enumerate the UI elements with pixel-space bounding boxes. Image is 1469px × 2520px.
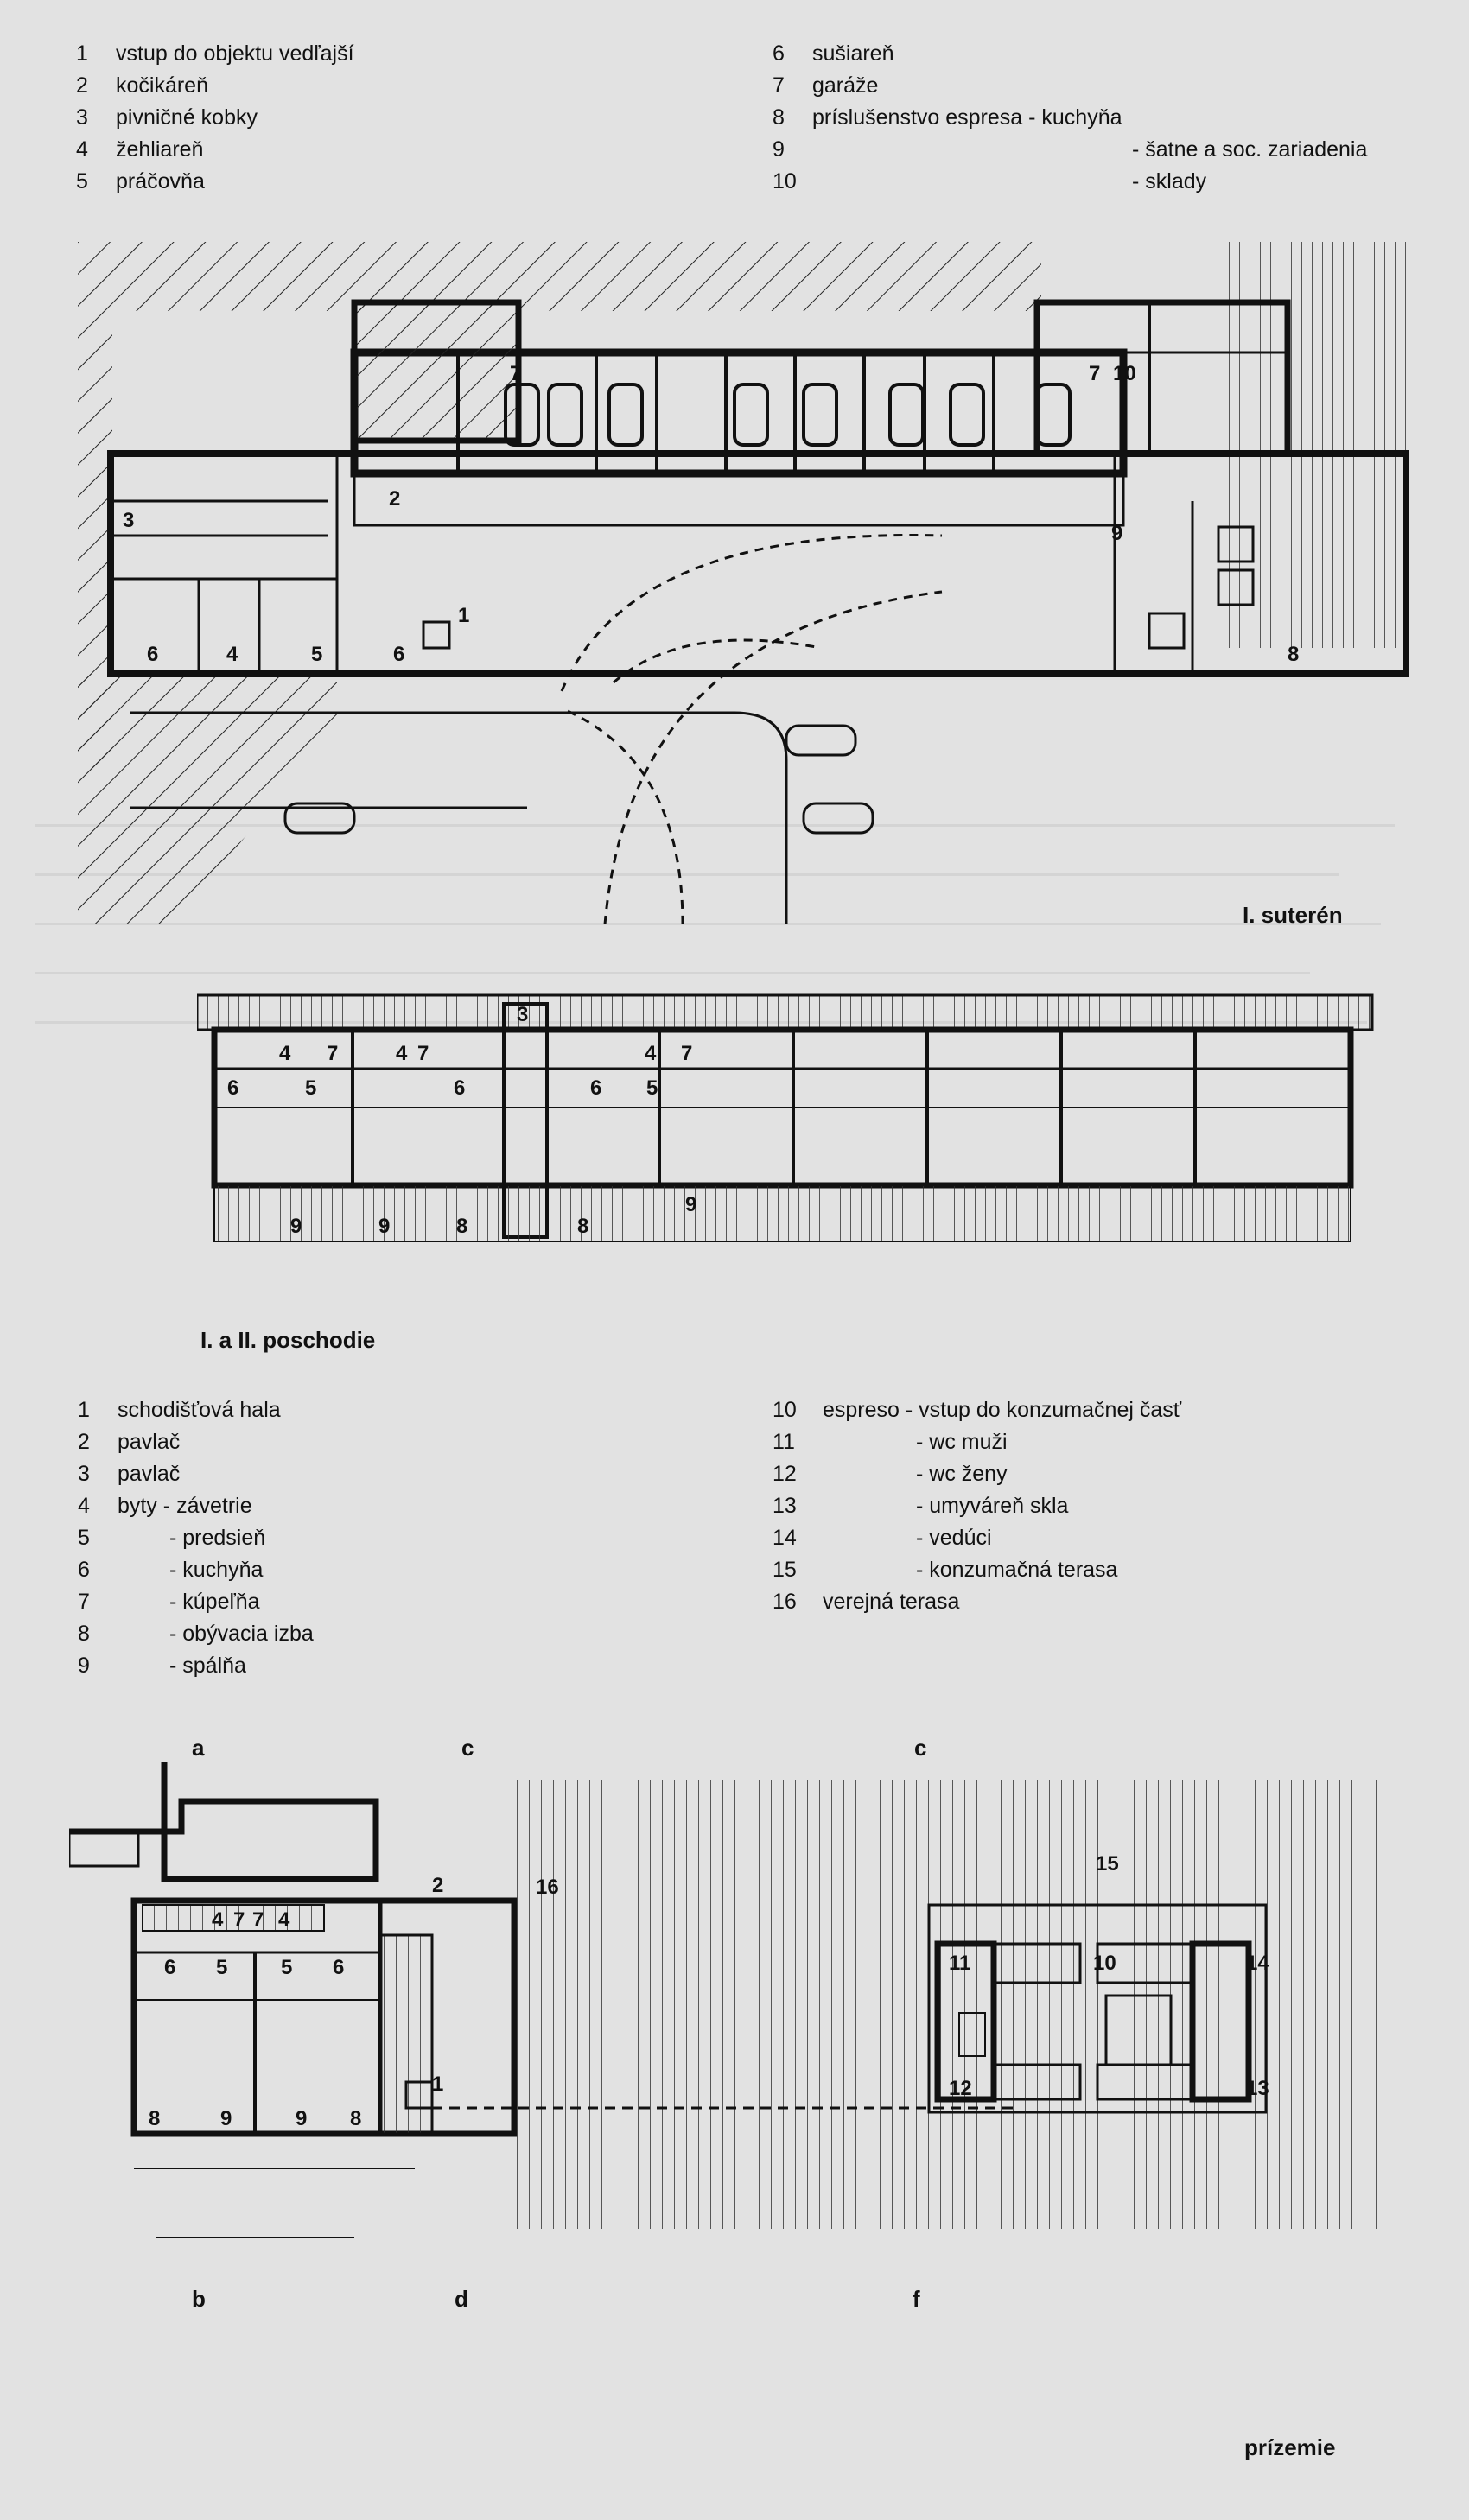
legend-row bbox=[773, 1426, 1181, 1458]
legend-row bbox=[773, 1522, 1181, 1554]
legend-number: 5 bbox=[78, 1526, 90, 1550]
upper-floors-caption: I. a II. poschodie bbox=[200, 1327, 376, 1353]
legend-number: 8 bbox=[773, 105, 785, 130]
legend-row bbox=[773, 1586, 1181, 1618]
legend-number: 9 bbox=[78, 1654, 90, 1678]
legend-row bbox=[773, 1458, 1181, 1490]
legend-row bbox=[78, 1522, 314, 1554]
legend-text: - sklady bbox=[1132, 169, 1207, 194]
legend-number: 7 bbox=[773, 73, 785, 98]
room-label: 4 bbox=[226, 643, 238, 666]
legend-row bbox=[78, 1394, 314, 1426]
legend-text: kočikáreň bbox=[116, 73, 208, 98]
legend-row bbox=[773, 70, 1367, 102]
legend-number: 2 bbox=[76, 73, 88, 98]
legend-row bbox=[773, 1394, 1181, 1426]
room-label: 3 bbox=[517, 1003, 529, 1026]
legend-number: 10 bbox=[773, 169, 797, 194]
legend-row bbox=[773, 38, 1367, 70]
room-label: 2 bbox=[389, 487, 401, 511]
legend-number: 6 bbox=[773, 41, 785, 66]
hatched-earth bbox=[78, 242, 1041, 924]
legend-row bbox=[78, 1650, 314, 1682]
legend-text: pavlač bbox=[118, 1430, 181, 1454]
legend-text: žehliareň bbox=[116, 137, 204, 162]
legend-number: 11 bbox=[773, 1430, 795, 1454]
legend-row bbox=[773, 134, 1367, 166]
room-label: 15 bbox=[1096, 1852, 1119, 1876]
legend-row bbox=[78, 1458, 314, 1490]
legend-text: - wc muži bbox=[916, 1430, 1008, 1454]
room-label: 5 bbox=[646, 1076, 658, 1100]
legend-row bbox=[76, 102, 354, 134]
legend-number: 12 bbox=[773, 1462, 797, 1486]
legend-number: 16 bbox=[773, 1590, 797, 1614]
section-mark-f: f bbox=[913, 2286, 920, 2312]
room-label: 10 bbox=[1093, 1952, 1116, 1975]
room-label: 6 bbox=[333, 1956, 345, 1979]
legend-number: 9 bbox=[773, 137, 785, 162]
legend-text: - umyváreň skla bbox=[916, 1494, 1069, 1518]
room-label: 6 bbox=[227, 1076, 239, 1100]
room-label: 4 bbox=[278, 1908, 290, 1932]
legend-text: - konzumačná terasa bbox=[916, 1558, 1118, 1582]
room-label: 5 bbox=[281, 1956, 293, 1979]
room-label: 7 bbox=[417, 1042, 429, 1065]
room-label: 7 bbox=[1089, 362, 1101, 385]
legend-row bbox=[76, 70, 354, 102]
room-label: 9 bbox=[1111, 522, 1123, 545]
legend-row bbox=[78, 1554, 314, 1586]
section-mark-c: c bbox=[461, 1735, 474, 1761]
floors-legend-right bbox=[773, 1394, 1181, 1618]
legend-text: verejná terasa bbox=[823, 1590, 960, 1614]
legend-row bbox=[773, 1554, 1181, 1586]
basement-legend-right bbox=[773, 38, 1367, 198]
room-label: 7 bbox=[233, 1908, 245, 1932]
room-label: 8 bbox=[456, 1215, 468, 1238]
legend-text: - šatne a soc. zariadenia bbox=[1132, 137, 1368, 162]
basement-caption: I. suterén bbox=[1243, 902, 1343, 928]
room-label: 2 bbox=[432, 1874, 444, 1897]
legend-number: 4 bbox=[76, 137, 88, 162]
room-label: 9 bbox=[685, 1193, 697, 1216]
room-label: 6 bbox=[454, 1076, 466, 1100]
room-label: 11 bbox=[949, 1952, 971, 1975]
legend-text: - kuchyňa bbox=[169, 1558, 264, 1582]
legend-number: 13 bbox=[773, 1494, 797, 1518]
room-label: 9 bbox=[220, 2107, 232, 2130]
section-mark-c: c bbox=[914, 1735, 927, 1761]
legend-text: espreso - vstup do konzumačnej časť bbox=[823, 1398, 1182, 1422]
room-label: 3 bbox=[123, 509, 135, 532]
legend-text: práčovňa bbox=[116, 169, 205, 194]
legend-text: - spálňa bbox=[169, 1654, 246, 1678]
legend-number: 6 bbox=[78, 1558, 90, 1582]
upper-floors-plan bbox=[197, 987, 1381, 1254]
room-label: 7 bbox=[510, 362, 522, 385]
section-mark-b: b bbox=[192, 2286, 206, 2312]
room-label: 6 bbox=[393, 643, 405, 666]
legend-number: 5 bbox=[76, 169, 88, 194]
room-label: 16 bbox=[536, 1876, 559, 1899]
ground-floor-caption: prízemie bbox=[1244, 2434, 1336, 2460]
room-label: 13 bbox=[1246, 2077, 1269, 2100]
room-label: 7 bbox=[327, 1042, 339, 1065]
legend-text: garáže bbox=[812, 73, 879, 98]
room-label: 7 bbox=[252, 1908, 264, 1932]
basement-legend-left bbox=[76, 38, 354, 198]
room-label: 8 bbox=[149, 2107, 161, 2130]
room-label: 7 bbox=[681, 1042, 693, 1065]
room-label: 4 bbox=[212, 1908, 224, 1932]
room-label: 6 bbox=[164, 1956, 176, 1979]
room-label: 6 bbox=[590, 1076, 602, 1100]
room-label: 14 bbox=[1246, 1952, 1269, 1975]
legend-number: 3 bbox=[76, 105, 88, 130]
legend-text: - wc ženy bbox=[916, 1462, 1008, 1486]
legend-number: 1 bbox=[78, 1398, 90, 1422]
legend-number: 3 bbox=[78, 1462, 90, 1486]
legend-number: 1 bbox=[76, 41, 88, 66]
room-label: 9 bbox=[378, 1215, 391, 1238]
legend-text: vstup do objektu vedľajší bbox=[116, 41, 354, 66]
section-mark-d: d bbox=[455, 2286, 468, 2312]
room-label: 4 bbox=[645, 1042, 657, 1065]
legend-row bbox=[773, 102, 1367, 134]
legend-number: 14 bbox=[773, 1526, 797, 1550]
legend-row bbox=[76, 38, 354, 70]
building-outline bbox=[111, 302, 1407, 674]
room-label: 5 bbox=[305, 1076, 317, 1100]
legend-text: - obývacia izba bbox=[169, 1622, 314, 1646]
legend-row bbox=[76, 166, 354, 198]
legend-row bbox=[76, 134, 354, 166]
section-mark-a: a bbox=[192, 1735, 205, 1761]
legend-number: 2 bbox=[78, 1430, 90, 1454]
legend-number: 8 bbox=[78, 1622, 90, 1646]
legend-text: pivničné kobky bbox=[116, 105, 258, 130]
legend-text: príslušenstvo espresa - kuchyňa bbox=[812, 105, 1122, 130]
room-label: 8 bbox=[1288, 643, 1300, 666]
legend-row bbox=[78, 1426, 314, 1458]
legend-text: byty - závetrie bbox=[118, 1494, 252, 1518]
cellar-compartments bbox=[111, 454, 1253, 674]
legend-row bbox=[773, 166, 1367, 198]
room-label: 9 bbox=[296, 2107, 308, 2130]
legend-number: 15 bbox=[773, 1558, 797, 1582]
legend-number: 4 bbox=[78, 1494, 90, 1518]
basement-plan bbox=[78, 242, 1409, 924]
room-label: 12 bbox=[949, 2077, 972, 2100]
room-label: 4 bbox=[396, 1042, 408, 1065]
legend-text: schodišťová hala bbox=[118, 1398, 281, 1422]
legend-row bbox=[78, 1586, 314, 1618]
room-label: 5 bbox=[311, 643, 323, 666]
room-label: 4 bbox=[279, 1042, 291, 1065]
floors-legend-left bbox=[78, 1394, 314, 1682]
room-label: 8 bbox=[577, 1215, 589, 1238]
ground-floor-plan bbox=[69, 1762, 1400, 2281]
legend-text: pavlač bbox=[118, 1462, 181, 1486]
legend-number: 7 bbox=[78, 1590, 90, 1614]
legend-text: sušiareň bbox=[812, 41, 894, 66]
legend-row bbox=[773, 1490, 1181, 1522]
room-label: 1 bbox=[458, 604, 470, 627]
room-label: 9 bbox=[290, 1215, 302, 1238]
gallery-strip bbox=[197, 995, 1372, 1030]
room-label: 10 bbox=[1113, 362, 1136, 385]
legend-row bbox=[78, 1490, 314, 1522]
legend-text: - kúpeľňa bbox=[169, 1590, 260, 1614]
legend-text: - vedúci bbox=[916, 1526, 992, 1550]
legend-number: 10 bbox=[773, 1398, 797, 1422]
room-label: 6 bbox=[147, 643, 159, 666]
legend-text: - predsieň bbox=[169, 1526, 266, 1550]
legend-row bbox=[78, 1618, 314, 1650]
room-label: 5 bbox=[216, 1956, 228, 1979]
room-label: 1 bbox=[432, 2072, 444, 2096]
room-label: 8 bbox=[350, 2107, 362, 2130]
